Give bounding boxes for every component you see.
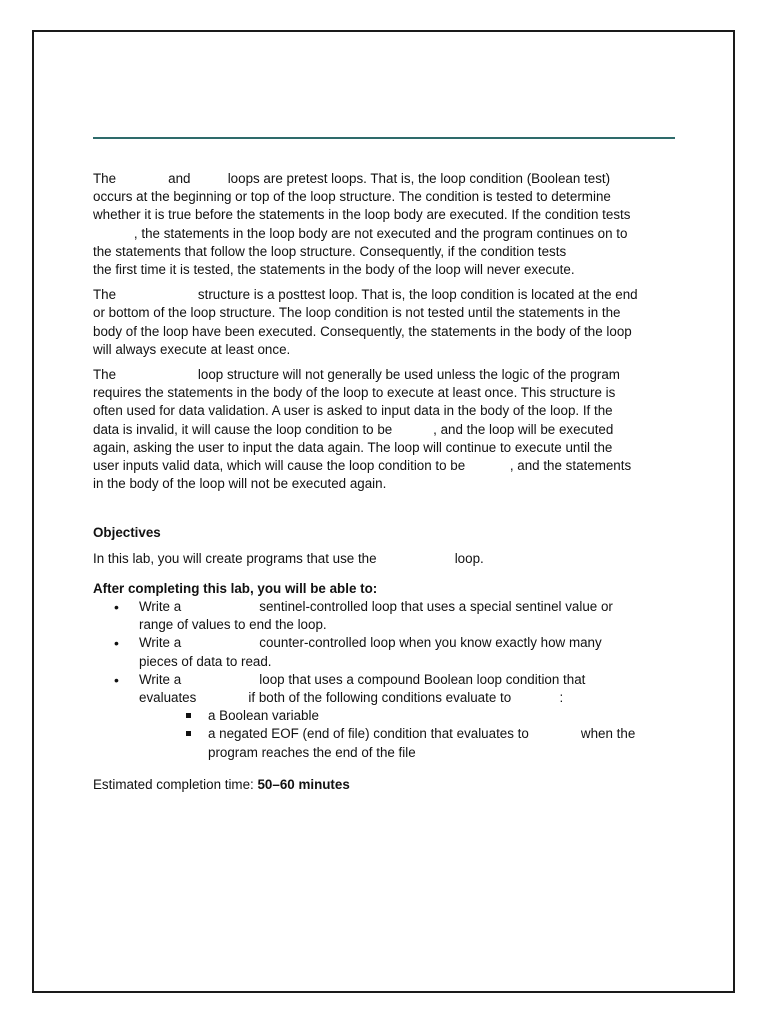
text-line: • Write a sentinel-controlled loop that uses a special sentinel value or bbox=[139, 599, 613, 615]
text-line: body of the loop have been executed. Consequently, the statements in the body of the loop bbox=[93, 323, 632, 339]
text-line: range of values to end the loop. bbox=[139, 617, 327, 633]
text-line: data is invalid, it will cause the loop condition to be , and the loop will be executed bbox=[93, 421, 614, 437]
list-item bbox=[93, 671, 675, 762]
list-item bbox=[93, 634, 675, 670]
text-line: The loop structure will not generally be used unless the logic of the program bbox=[93, 367, 620, 383]
text-line: will always execute at least once. bbox=[93, 341, 291, 357]
text-line: a negated EOF (end of file) condition that evaluates to when the bbox=[208, 726, 636, 742]
after-completing-heading: After completing this lab, you will be able to: bbox=[93, 580, 378, 596]
paragraph-validation bbox=[93, 366, 675, 493]
text-line: user inputs valid data, which will cause the loop condition to be , and the statements bbox=[93, 458, 632, 474]
list-item bbox=[93, 725, 675, 761]
text-line: • Write a counter-controlled loop when you know exactly how many bbox=[139, 635, 602, 651]
text-line: The and loops are pretest loops. That is, the loop condition (Boolean test) bbox=[93, 171, 611, 186]
conditions-list bbox=[139, 707, 675, 762]
list-item bbox=[93, 598, 675, 634]
text-line: often used for data validation. A user is asked to input data in the body of the loop. If the bbox=[93, 403, 613, 419]
text-line: program reaches the end of the file bbox=[208, 744, 416, 760]
text-line: in the body of the loop will not be executed again. bbox=[93, 476, 387, 492]
list-item bbox=[93, 707, 675, 725]
text-line: pieces of data to read. bbox=[139, 653, 272, 669]
header-rule bbox=[93, 137, 675, 139]
paragraph-posttest bbox=[93, 286, 675, 359]
objectives-heading: Objectives bbox=[93, 525, 161, 541]
estimated-time bbox=[93, 776, 675, 794]
text-line: • Write a loop that uses a compound Boolean loop condition that bbox=[139, 671, 586, 687]
text-line: whether it is true before the statements in the loop body are executed. If the condition tests bbox=[93, 207, 631, 223]
objectives-text: In this lab, you will create programs that use the loop. bbox=[93, 550, 484, 566]
paragraph-pretest bbox=[93, 170, 675, 279]
estimated-time-value: 50–60 minutes bbox=[257, 776, 350, 792]
estimated-time-label: Estimated completion time: bbox=[93, 776, 258, 792]
text-line: , the statements in the loop body are not executed and the program continues on to bbox=[93, 225, 628, 241]
text-line: The structure is a posttest loop. That is, the loop condition is located at the end bbox=[93, 287, 638, 303]
text-line: requires the statements in the body of the loop to execute at least once. This structure is bbox=[93, 385, 616, 401]
text-line: the first time it is tested, the statements in the body of the loop will never execute. bbox=[93, 262, 575, 278]
text-line: occurs at the beginning or top of the loop structure. The condition is tested to determine bbox=[93, 189, 611, 205]
text-line: a Boolean variable bbox=[208, 708, 319, 724]
document-body bbox=[93, 170, 675, 794]
text-line: again, asking the user to input the data again. The loop will continue to execute until the bbox=[93, 439, 613, 455]
text-line: or bottom of the loop structure. The loop condition is not tested until the statements in the bbox=[93, 305, 621, 321]
skills-list bbox=[93, 598, 675, 762]
text-line: the statements that follow the loop structure. Consequently, if the condition tests bbox=[93, 243, 567, 259]
text-line: evaluates if both of the following conditions evaluate to : bbox=[139, 690, 564, 706]
